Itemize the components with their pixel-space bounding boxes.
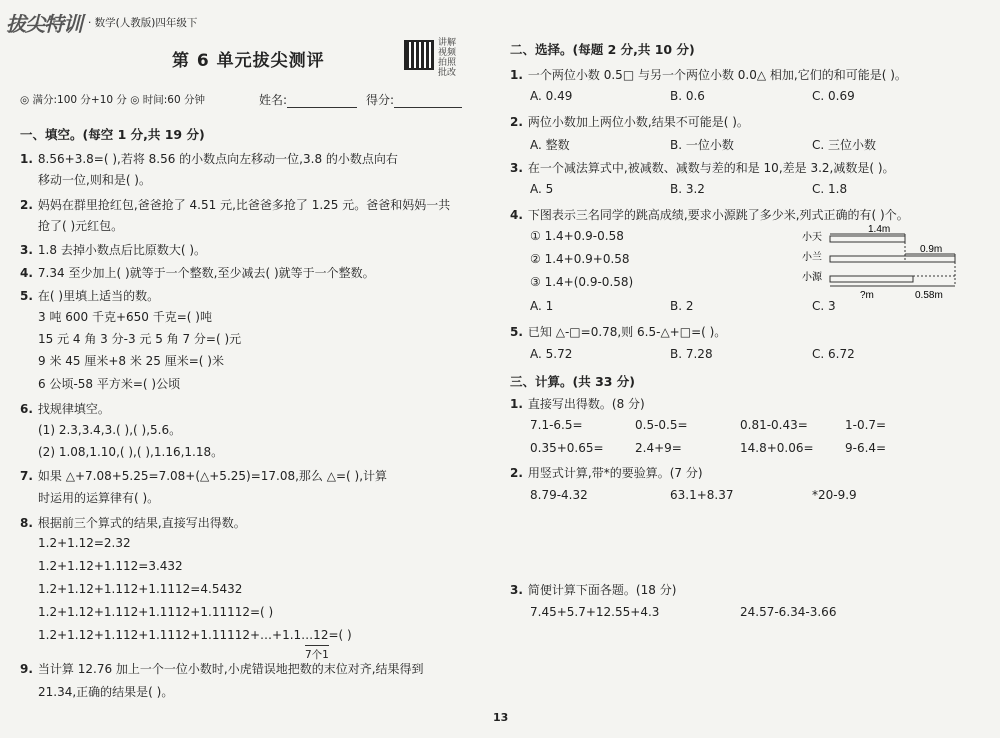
c1-r1-4: 1-0.7=	[845, 418, 887, 432]
diagram-value-3: ?m	[860, 290, 874, 301]
q3: 3. 1.8 去掉小数点后比原数大( )。	[20, 243, 206, 257]
r5-c: C. 6.72	[812, 347, 855, 361]
q9-line1: 9. 当计算 12.76 加上一个一位小数时,小虎错误地把数的末位对齐,结果得到	[20, 662, 424, 676]
q8: 8. 根据前三个算式的结果,直接写出得数。	[20, 516, 246, 530]
score-time-info: ◎ 满分:100 分+10 分 ◎ 时间:60 分钟	[20, 94, 205, 106]
r4-o1: ① 1.4+0.9-0.58	[530, 229, 624, 243]
c1-r2-3: 14.8+0.06=	[740, 441, 814, 455]
qr-label: 讲解视频 拍照批改	[438, 38, 457, 78]
section-2-heading: 二、选择。(每题 2 分,共 10 分)	[510, 42, 695, 57]
r3-b: B. 3.2	[670, 182, 705, 196]
c1-r2-1: 0.35+0.65=	[530, 441, 604, 455]
r4-o3: ③ 1.4+(0.9-0.58)	[530, 275, 634, 289]
jump-height-diagram	[800, 222, 965, 302]
section-3-heading: 三、计算。(共 33 分)	[510, 374, 636, 389]
q7-line2: 时运用的运算律有( )。	[38, 491, 160, 505]
q8-a: 1.2+1.12=2.32	[38, 536, 131, 550]
diagram-bar-3	[830, 276, 913, 282]
r5-a: A. 5.72	[530, 347, 573, 361]
r4-o2: ② 1.4+0.9+0.58	[530, 252, 630, 266]
score-field[interactable]	[366, 91, 462, 108]
diagram-value-4: 0.58m	[915, 290, 943, 301]
q5-c: 9 米 45 厘米+8 米 25 厘米=( )米	[38, 354, 224, 368]
c2: 2. 用竖式计算,带*的要验算。(7 分)	[510, 466, 703, 480]
q5-d: 6 公顷-58 平方米=( )公顷	[38, 377, 181, 391]
q7-line1: 7. 如果 △+7.08+5.25=7.08+(△+5.25)=17.08,那么 △=( ),计算	[20, 469, 388, 483]
q2-line1: 2. 妈妈在群里抢红包,爸爸抢了 4.51 元,比爸爸多抢了 1.25 元。爸爸和妈妈一共	[20, 198, 451, 212]
c3-2: 24.57-6.34-3.66	[740, 605, 837, 619]
q8-b: 1.2+1.12+1.112=3.432	[38, 559, 183, 573]
c2-2: 63.1+8.37	[670, 488, 734, 502]
q8-e: 1.2+1.12+1.112+1.1112+1.11112+…+1.1…12=( )	[38, 628, 352, 642]
r2-b: B. 一位小数	[670, 138, 734, 152]
r5: 5. 已知 △-□=0.78,则 6.5-△+□=( )。	[510, 325, 727, 339]
q1-line1: 1. 8.56+3.8=( ),若将 8.56 的小数点向左移动一位,3.8 的小数点向右	[20, 152, 398, 166]
q4: 4. 7.34 至少加上( )就等于一个整数,至少减去( )就等于一个整数。	[20, 266, 375, 280]
q8-note: 7个1	[305, 645, 329, 662]
diagram-value-2: 0.9m	[920, 244, 943, 255]
r2-c: C. 三位小数	[812, 138, 877, 152]
r1: 1. 一个两位小数 0.5□ 与另一个两位小数 0.0△ 相加,它们的和可能是( )。	[510, 68, 907, 82]
c1: 1. 直接写出得数。(8 分)	[510, 397, 645, 411]
diagram-name-1: 小天	[802, 232, 822, 243]
r3: 3. 在一个减法算式中,被减数、减数与差的和是 10,差是 3.2,减数是( )。	[510, 161, 895, 175]
q5: 5. 在( )里填上适当的数。	[20, 289, 160, 303]
c1-r2-2: 2.4+9=	[635, 441, 682, 455]
q8-d: 1.2+1.12+1.112+1.1112+1.11112=( )	[38, 605, 274, 619]
diagram-value-1: 1.4m	[868, 224, 891, 235]
diagram-bar-1	[830, 236, 905, 242]
r1-c: C. 0.69	[812, 89, 855, 103]
r2-a: A. 整数	[530, 138, 570, 152]
q6: 6. 找规律填空。	[20, 402, 110, 416]
score-label: 得分:	[366, 93, 395, 107]
q1-line2: 移动一位,则和是( )。	[38, 173, 151, 187]
r3-c: C. 1.8	[812, 182, 848, 196]
brand-logo: 拔尖特训	[6, 12, 82, 36]
r4-c: C. 3	[812, 299, 836, 313]
section-1-heading: 一、填空。(每空 1 分,共 19 分)	[20, 127, 205, 142]
r4: 4. 下图表示三名同学的跳高成绩,要求小源跳了多少米,列式正确的有( )个。	[510, 208, 909, 222]
r2: 2. 两位小数加上两位小数,结果不可能是( )。	[510, 115, 749, 129]
c2-1: 8.79-4.32	[530, 488, 588, 502]
r4-a: A. 1	[530, 299, 554, 313]
c1-r2-4: 9-6.4=	[845, 441, 887, 455]
page-number: 13	[493, 711, 509, 724]
r5-b: B. 7.28	[670, 347, 713, 361]
r4-b: B. 2	[670, 299, 694, 313]
r1-a: A. 0.49	[530, 89, 573, 103]
name-field[interactable]	[259, 91, 357, 108]
r3-a: A. 5	[530, 182, 554, 196]
q8-c: 1.2+1.12+1.112+1.1112=4.5432	[38, 582, 243, 596]
name-label: 姓名:	[259, 93, 288, 107]
c3: 3. 简便计算下面各题。(18 分)	[510, 583, 677, 597]
q9-line2: 21.34,正确的结果是( )。	[38, 685, 174, 699]
page-title: 第 6 单元拔尖测评	[172, 51, 325, 71]
q6-b: (2) 1.08,1.10,( ),( ),1.16,1.18。	[38, 445, 224, 459]
q5-a: 3 吨 600 千克+650 千克=( )吨	[38, 310, 212, 324]
r1-b: B. 0.6	[670, 89, 705, 103]
q6-a: (1) 2.3,3.4,3.( ),( ),5.6。	[38, 423, 182, 437]
diagram-name-2: 小兰	[802, 252, 822, 263]
series-label: · 数学(人教版)四年级下	[88, 17, 198, 29]
q5-b: 15 元 4 角 3 分-3 元 5 角 7 分=( )元	[38, 332, 242, 346]
qr-code-icon[interactable]	[404, 40, 434, 70]
c2-3: *20-9.9	[812, 488, 857, 502]
q2-line2: 抢了( )元红包。	[38, 219, 124, 233]
c3-1: 7.45+5.7+12.55+4.3	[530, 605, 660, 619]
diagram-bar-2	[830, 256, 955, 262]
c1-r1-2: 0.5-0.5=	[635, 418, 688, 432]
c1-r1-3: 0.81-0.43=	[740, 418, 808, 432]
diagram-name-3: 小源	[802, 272, 822, 283]
c1-r1-1: 7.1-6.5=	[530, 418, 583, 432]
